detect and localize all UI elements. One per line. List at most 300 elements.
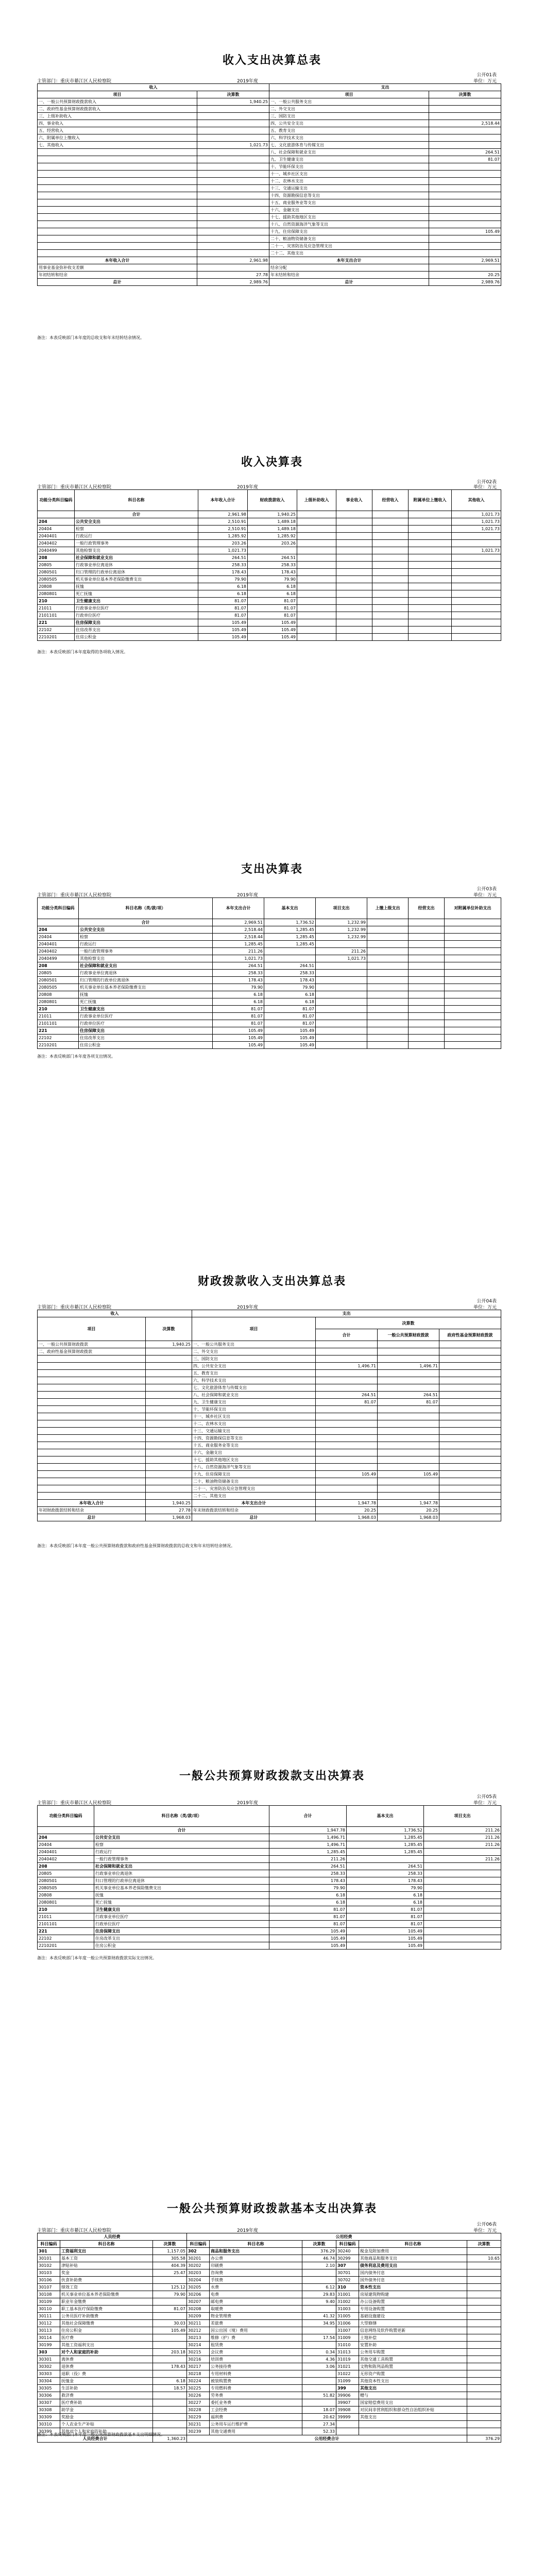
cell [424, 1899, 501, 1906]
income-header: 收入 [38, 84, 269, 91]
cell: 178.43 [347, 1877, 424, 1885]
table-row [38, 533, 501, 540]
cell: 1,489.18 [248, 526, 297, 533]
cell [445, 941, 501, 948]
cell [297, 598, 336, 605]
cell [372, 562, 409, 569]
cell: 十六、金融支出 [269, 207, 429, 214]
cell [367, 919, 409, 926]
cell: 211.26 [424, 1856, 501, 1863]
cell [297, 612, 336, 619]
cell: 30228 [187, 2406, 210, 2414]
table-row [38, 2284, 501, 2291]
cell: 79.90 [248, 576, 297, 583]
cell [316, 1449, 378, 1456]
col-amount: 决算数 [197, 91, 269, 98]
cell: 81.07 [269, 1906, 347, 1913]
cell: 20404 [38, 1841, 94, 1849]
cell [372, 554, 409, 562]
cell: 30103 [38, 2269, 60, 2277]
cell: 其他交通工具购置 [359, 2356, 467, 2363]
cell: 医疗费 [60, 2334, 153, 2342]
cell [429, 134, 501, 142]
cell [367, 977, 409, 984]
cell: 行政单位医疗 [94, 1921, 269, 1928]
cell [38, 1392, 146, 1399]
table-row [38, 207, 501, 214]
cell: 258.33 [347, 1870, 424, 1877]
cell [452, 598, 501, 605]
cell [424, 1942, 501, 1950]
column-header: 科目名称 [75, 490, 198, 511]
cell: 2040499 [38, 547, 75, 554]
column-header: 功能分类科目编码 [38, 1806, 94, 1827]
cell: 四、公共安全支出 [269, 120, 429, 127]
cell: 258.33 [264, 970, 316, 977]
cell: 1,940.25 [146, 1341, 192, 1348]
page-title: 收入决算表 [241, 456, 303, 469]
cell [146, 1399, 192, 1406]
table-row [38, 113, 501, 120]
cell: 81.07 [264, 1006, 316, 1013]
table-row [38, 1399, 501, 1406]
cell: 取暖费 [210, 2306, 302, 2313]
dept-label: 主管部门：重庆市綦江区人民检察院 [37, 485, 112, 490]
cell [347, 1856, 424, 1863]
cell [429, 163, 501, 171]
cell: 1,736.52 [347, 1827, 424, 1834]
expense-header: 支出 [269, 84, 501, 91]
cell: 住房公积金 [75, 634, 198, 641]
cell [336, 583, 372, 590]
table-row [38, 1013, 501, 1020]
cell [359, 2421, 467, 2428]
table-row [38, 1899, 501, 1906]
col-amount: 决算数 [316, 1317, 501, 1329]
cell: 81.07 [264, 1013, 316, 1020]
cell: 52.33 [302, 2428, 336, 2435]
cell [467, 2406, 501, 2414]
cell: 2101101 [38, 1921, 94, 1928]
cell: 印刷费 [210, 2262, 302, 2269]
cell: 264.51 [316, 1392, 378, 1399]
cell [429, 185, 501, 192]
cell [38, 1493, 146, 1500]
cell [367, 934, 409, 941]
cell: 20805 [38, 970, 79, 977]
cell: 81.07 [264, 1020, 316, 1027]
cell [467, 2313, 501, 2320]
cell: 6.18 [213, 991, 264, 998]
cell [429, 214, 501, 221]
cell [197, 163, 269, 171]
cell: 社会保障和就业支出 [75, 554, 198, 562]
cell: 6.18 [153, 2378, 187, 2385]
cell: 2080501 [38, 569, 75, 576]
cell [146, 1392, 192, 1399]
cell: 30204 [187, 2277, 210, 2284]
column-header: 科目编码 [187, 2241, 210, 2248]
cell [38, 919, 79, 926]
cell: 住房保障支出 [79, 1027, 213, 1035]
cell: 年初财政拨款结转和结余 [38, 1507, 146, 1514]
cell: 211.26 [424, 1827, 501, 1834]
cell [197, 156, 269, 163]
cell [146, 1413, 192, 1420]
table-row [38, 2378, 501, 2385]
cell: 27.78 [146, 1507, 192, 1514]
cell: 1,285.92 [248, 533, 297, 540]
cell: 机关事业单位基本养老保险缴费支出 [75, 576, 198, 583]
table-row [38, 1507, 501, 1514]
cell: 30701 [336, 2269, 359, 2277]
cell: 对民间非营利组织和群众性自治组织补贴 [359, 2406, 467, 2414]
cell: 211.26 [213, 948, 264, 955]
cell: 221 [38, 619, 75, 626]
table-row [38, 941, 501, 948]
cell [467, 2291, 501, 2298]
column-header: 决算数 [153, 2241, 187, 2248]
cell: 无形资产购置 [359, 2370, 467, 2378]
col-amount: 决算数 [429, 91, 501, 98]
cell [197, 106, 269, 113]
cell [146, 1420, 192, 1428]
cell [197, 178, 269, 185]
cell: 41.32 [302, 2313, 336, 2320]
cell [146, 1377, 192, 1384]
cell: 30201 [187, 2255, 210, 2262]
cell: 30306 [38, 2392, 60, 2399]
cell [378, 1464, 439, 1471]
cell: 1,968.03 [316, 1514, 378, 1521]
cell: 咨询费 [210, 2269, 302, 2277]
table-row [38, 634, 501, 641]
cell: 1,285.45 [264, 934, 316, 941]
cell [146, 1428, 192, 1435]
cell [409, 1035, 445, 1042]
col-item: 项目 [38, 1317, 146, 1341]
cell [429, 142, 501, 149]
cell: 2040401 [38, 1849, 94, 1856]
cell [452, 576, 501, 583]
cell: 20404 [38, 934, 79, 941]
cell [146, 1485, 192, 1493]
cell [302, 2378, 336, 2385]
cell [367, 1006, 409, 1013]
cell: 204 [38, 926, 79, 934]
cell [38, 228, 197, 235]
cell: 一、一般公共预算财政拨款 [38, 1341, 146, 1348]
cell [409, 926, 445, 934]
cell [336, 626, 372, 634]
cell: 31001 [336, 2291, 359, 2298]
cell: 2,518.44 [213, 934, 264, 941]
cell: 行政事业单位离退休 [94, 1870, 269, 1877]
cell: 2,961.98 [198, 511, 248, 518]
cell [297, 554, 336, 562]
cell [336, 540, 372, 547]
cell [409, 626, 452, 634]
cell: 商品和服务支出 [210, 2248, 302, 2255]
table-row [38, 127, 501, 134]
cell: 105.49 [264, 1027, 316, 1035]
cell: 2,969.51 [429, 257, 501, 264]
table-row [38, 228, 501, 235]
cell [146, 1471, 192, 1478]
column-header: 其他收入 [452, 490, 501, 511]
cell [302, 2269, 336, 2277]
cell: 20.25 [316, 1507, 378, 1514]
cell: 9.40 [302, 2298, 336, 2306]
table-row [38, 977, 501, 984]
cell [297, 533, 336, 540]
cell: 31013 [336, 2349, 359, 2356]
cell: 105.49 [269, 1942, 347, 1950]
cell: 房屋建筑物购建 [359, 2291, 467, 2298]
table-row [38, 1006, 501, 1013]
cell [38, 192, 197, 199]
cell: 被装购置费 [210, 2378, 302, 2385]
cell [302, 2327, 336, 2334]
cell: 31099 [336, 2378, 359, 2385]
column-header: 项目支出 [424, 1806, 501, 1827]
cell [372, 634, 409, 641]
cell: 十八、自然资源海洋气象等支出 [269, 221, 429, 228]
column-header: 财政拨款收入 [248, 490, 297, 511]
cell: 二十一、灾害防治及应急管理支出 [192, 1485, 316, 1493]
table-row [38, 134, 501, 142]
cell: 17.54 [302, 2334, 336, 2342]
cell: 46.74 [302, 2255, 336, 2262]
cell: 211.26 [269, 1856, 347, 1863]
cell: 2040401 [38, 941, 79, 948]
cell: 30231 [187, 2421, 210, 2428]
cell: 1,496.71 [269, 1841, 347, 1849]
cell: 因公出国（境）费用 [210, 2327, 302, 2334]
table-row [38, 934, 501, 941]
table-row [38, 1392, 501, 1399]
cell [409, 977, 445, 984]
cell [367, 970, 409, 977]
cell [439, 1442, 501, 1449]
cell: 住房公积金 [60, 2327, 153, 2334]
cell [367, 962, 409, 970]
cell: 卫生健康支出 [75, 598, 198, 605]
table-row [38, 984, 501, 991]
cell [439, 1500, 501, 1507]
cell [297, 583, 336, 590]
cell: 81.07 [316, 1399, 378, 1406]
cell: 105.49 [316, 1471, 378, 1478]
cell: 21011 [38, 1913, 94, 1921]
cell [372, 569, 409, 576]
table-code: 公开04表 [477, 1299, 497, 1304]
table-row [38, 1942, 501, 1950]
cell: 18.07 [302, 2406, 336, 2414]
cell [452, 554, 501, 562]
cell: 行政事业单位医疗 [79, 1013, 213, 1020]
cell: 30302 [38, 2363, 60, 2370]
cell: 2,969.51 [213, 919, 264, 926]
cell: 2,518.44 [429, 120, 501, 127]
cell: 水费 [210, 2284, 302, 2291]
cell [316, 1013, 367, 1020]
cell: 1,940.25 [146, 1500, 192, 1507]
cell: 二、外交支出 [269, 106, 429, 113]
table-code: 公开06表 [477, 2222, 497, 2227]
cell: 39906 [336, 2392, 359, 2399]
cell [429, 250, 501, 257]
table-row [38, 2363, 501, 2370]
table-row [38, 2269, 501, 2277]
cell [336, 511, 372, 518]
cell: 1,285.45 [347, 1841, 424, 1849]
cell [197, 207, 269, 214]
cell: 81.07 [198, 598, 248, 605]
cell: 年末结转和结余 [269, 272, 429, 279]
cell: 救济费 [60, 2392, 153, 2399]
cell: 20808 [38, 1892, 94, 1899]
cell: 十二、农林水支出 [269, 178, 429, 185]
table-row [38, 1849, 501, 1856]
cell: 6.18 [347, 1892, 424, 1899]
table-row [38, 1863, 501, 1870]
cell: 其他工资福利支出 [60, 2342, 153, 2349]
cell [429, 221, 501, 228]
cell: 行政单位医疗 [79, 1020, 213, 1027]
cell: 1,285.45 [264, 926, 316, 934]
cell: 178.43 [213, 977, 264, 984]
cell: 30111 [38, 2313, 60, 2320]
cell [197, 185, 269, 192]
cell: 邮电费 [210, 2298, 302, 2306]
column-header: 经营支出 [409, 898, 445, 919]
cell [445, 1027, 501, 1035]
cell: 十九、住房保障支出 [269, 228, 429, 235]
cell: 22102 [38, 1935, 94, 1942]
cell [38, 1827, 94, 1834]
cell [146, 1363, 192, 1370]
cell: 1,947.78 [269, 1827, 347, 1834]
cell: 六、科学技术支出 [269, 134, 429, 142]
cell [409, 540, 452, 547]
cell [153, 2356, 187, 2363]
cell [467, 2277, 501, 2284]
cell: 21011 [38, 1013, 79, 1020]
cell [197, 192, 269, 199]
cell: 105.49 [269, 1928, 347, 1935]
cell: 差旅费 [210, 2320, 302, 2327]
cell: 27.78 [197, 272, 269, 279]
cell [452, 583, 501, 590]
cell [153, 2370, 187, 2378]
cell [372, 540, 409, 547]
cell: 1,285.45 [213, 941, 264, 948]
cell [367, 1027, 409, 1035]
cell: 十九、住房保障支出 [192, 1471, 316, 1478]
cell [316, 1420, 378, 1428]
cell: 27.34 [302, 2421, 336, 2428]
cell: 20805 [38, 1870, 94, 1877]
cell [316, 1478, 378, 1485]
cell [467, 2284, 501, 2291]
table-row [38, 1471, 501, 1478]
table-row [38, 178, 501, 185]
cell: 105.49 [269, 1935, 347, 1942]
cell: 十三、交通运输支出 [192, 1428, 316, 1435]
cell [372, 526, 409, 533]
cell: 30214 [187, 2342, 210, 2349]
table-row [38, 490, 501, 511]
cell: 178.43 [153, 2363, 187, 2370]
table-row [38, 518, 501, 526]
cell: 258.33 [198, 562, 248, 569]
cell [452, 590, 501, 598]
cell [378, 1442, 439, 1449]
cell [197, 113, 269, 120]
cell [153, 2421, 187, 2428]
cell: 六、附属单位上缴收入 [38, 134, 197, 142]
cell: 归口管理的行政单位离退休 [79, 977, 213, 984]
cell: 29.83 [302, 2291, 336, 2298]
cell: 1,285.45 [269, 1849, 347, 1856]
cell [372, 583, 409, 590]
cell [146, 1370, 192, 1377]
cell: 204 [38, 518, 75, 526]
cell [372, 619, 409, 626]
cell [445, 1035, 501, 1042]
table-row [38, 1913, 501, 1921]
cell [316, 1027, 367, 1035]
cell: 30109 [38, 2298, 60, 2306]
table-row [38, 1870, 501, 1877]
year-label: 2019年度 [237, 2228, 258, 2233]
cell [424, 1877, 501, 1885]
cell: 208 [38, 962, 79, 970]
cell: 0.34 [302, 2349, 336, 2356]
cell: 债务利息及费用支出 [359, 2262, 467, 2269]
cell: 211.26 [424, 1841, 501, 1849]
cell [429, 171, 501, 178]
cell [409, 518, 452, 526]
cell: 30299 [336, 2255, 359, 2262]
cell: 对个人和家庭的补助 [60, 2349, 153, 2356]
column-header: 对附属单位补助支出 [445, 898, 501, 919]
cell: 死亡抚恤 [94, 1899, 269, 1906]
cell [439, 1428, 501, 1435]
cell [297, 576, 336, 583]
cell: 30301 [38, 2356, 60, 2363]
cell: 办公费 [210, 2255, 302, 2262]
cell: 30218 [187, 2370, 210, 2378]
cell: 30309 [38, 2414, 60, 2421]
cell [452, 634, 501, 641]
table-row [38, 1827, 501, 1834]
cell: 十五、商业服务业等支出 [192, 1442, 316, 1449]
table-row [38, 1514, 501, 1521]
cell [378, 1435, 439, 1442]
cell: 6.18 [264, 998, 316, 1006]
cell: 信息网络及软件购置更新 [359, 2327, 467, 2334]
cell: 2040402 [38, 540, 75, 547]
cell: 2,989.76 [429, 279, 501, 286]
cell [367, 991, 409, 998]
cell [336, 554, 372, 562]
cell: 18.57 [153, 2385, 187, 2392]
table-row [38, 1449, 501, 1456]
cell: 6.18 [248, 583, 297, 590]
cell: 105.49 [213, 1027, 264, 1035]
